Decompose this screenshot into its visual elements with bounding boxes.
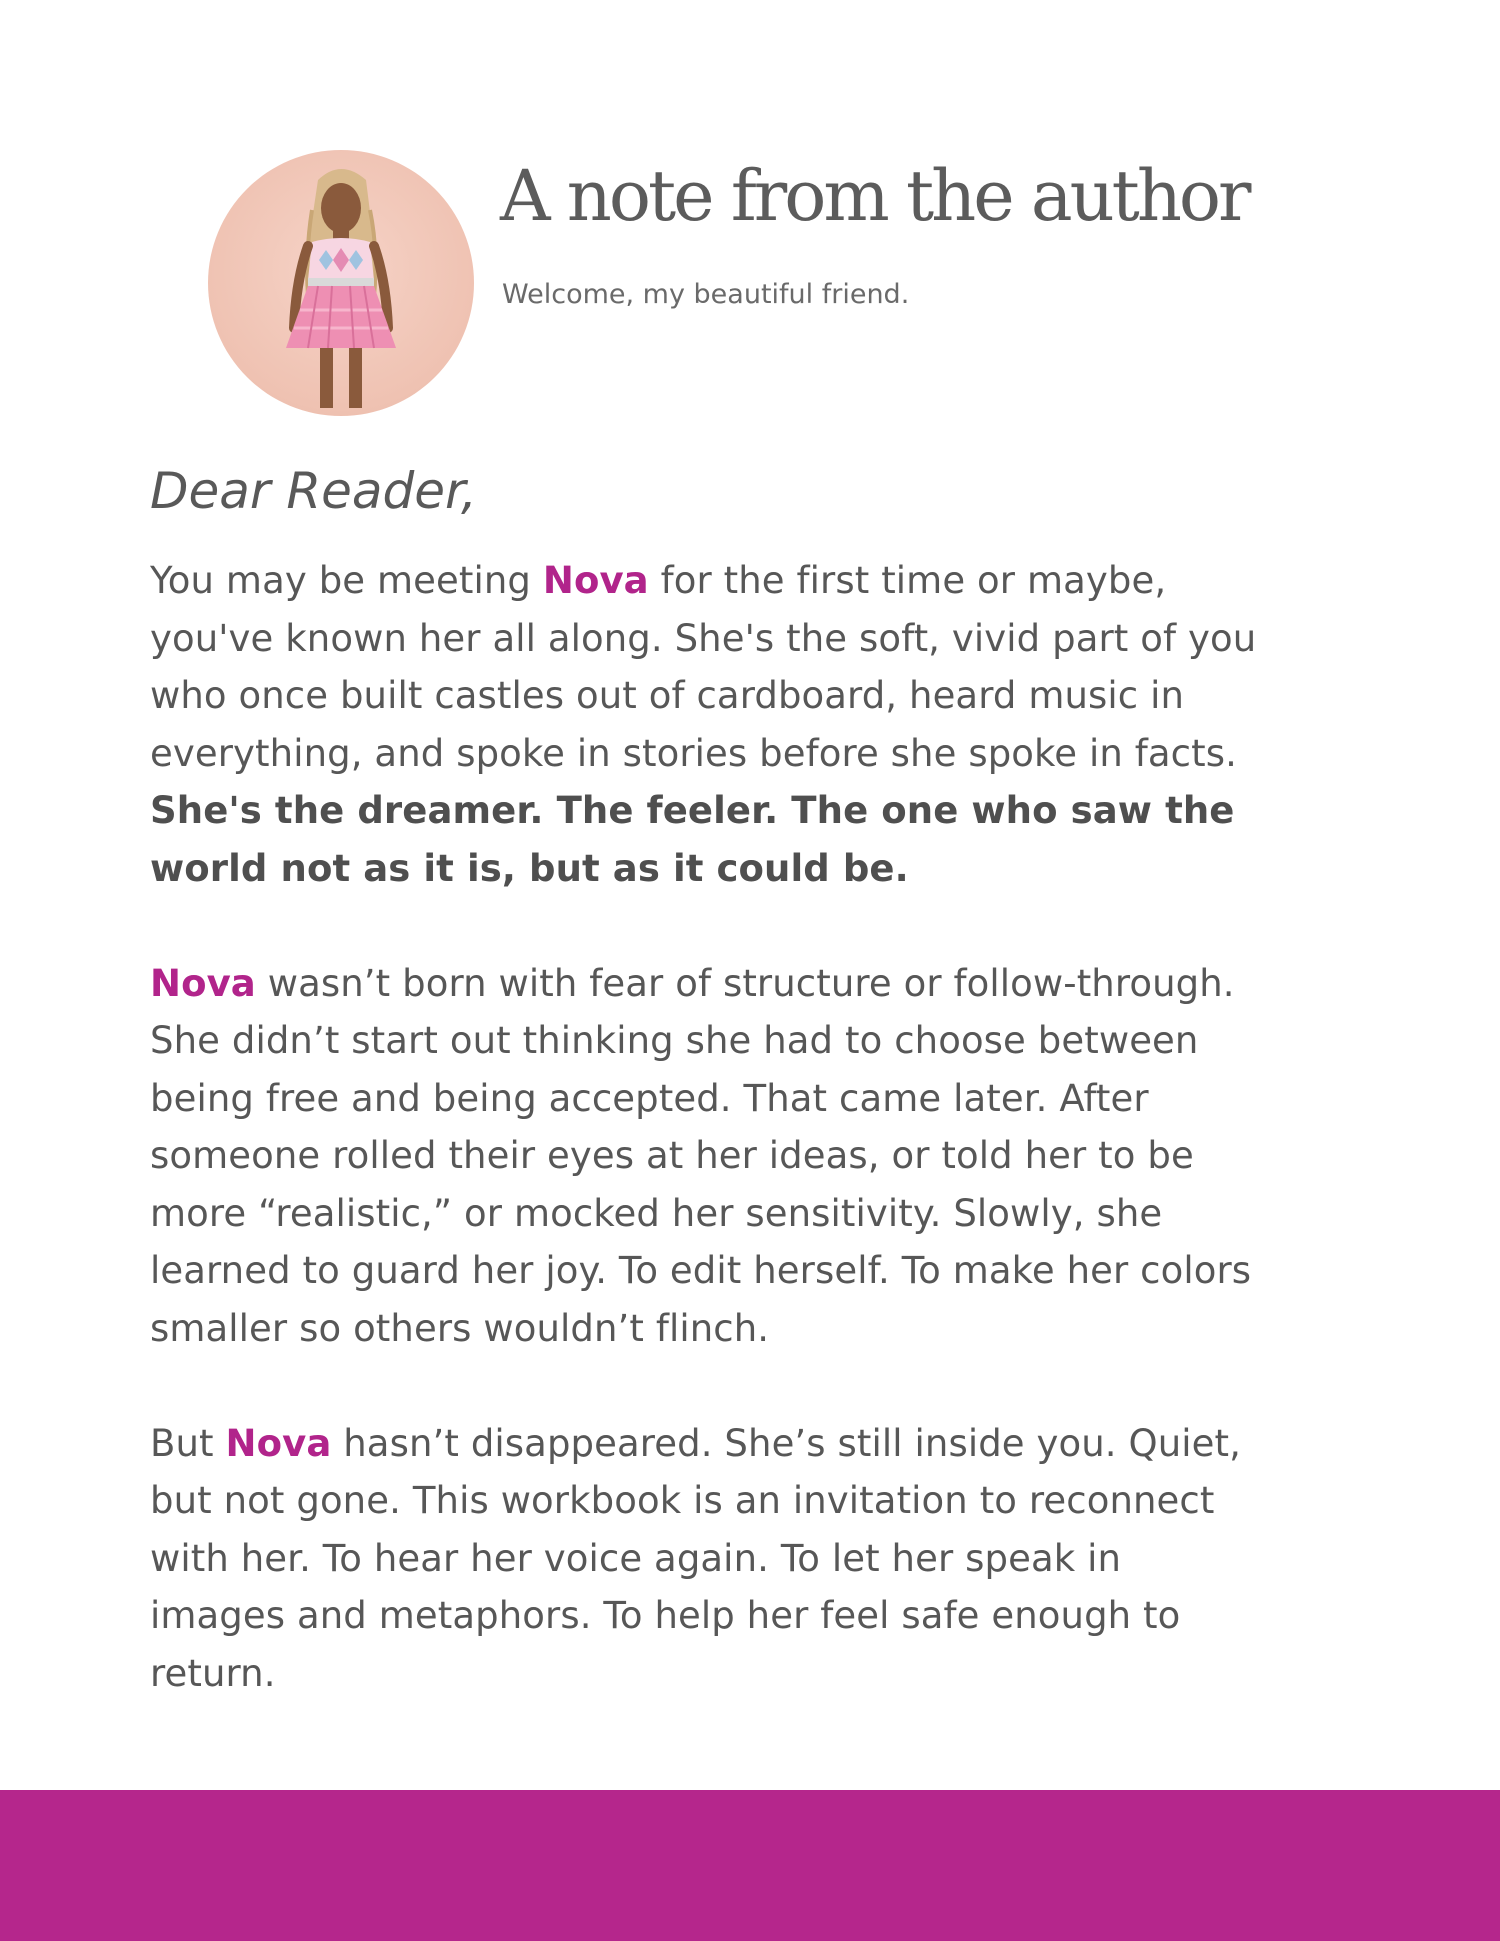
paragraph-line: return. bbox=[150, 1651, 276, 1695]
author-illustration bbox=[208, 150, 474, 416]
line-text: hasn’t disappeared. She’s still inside you. Quiet, bbox=[331, 1421, 1242, 1465]
paragraph-line: more “realistic,” or mocked her sensitivity. Slowly, she bbox=[150, 1191, 1163, 1235]
highlight-name: Nova bbox=[542, 559, 649, 602]
paragraph-line bbox=[150, 552, 1390, 610]
paragraph-3 bbox=[150, 1415, 1390, 1703]
paragraph-line bbox=[150, 955, 1390, 1013]
footer-band bbox=[0, 1790, 1500, 1941]
line-text: wasn’t born with fear of structure or follow-through. bbox=[255, 961, 1235, 1005]
paragraph-line: She didn’t start out thinking she had to choose between bbox=[150, 1019, 1199, 1062]
line-text: But bbox=[150, 1421, 226, 1465]
letter-salutation: Dear Reader, bbox=[150, 462, 477, 520]
paragraph-line: images and metaphors. To help her feel safe enough to bbox=[150, 1594, 1181, 1637]
line-text: for the first time or maybe, bbox=[648, 559, 1167, 602]
paragraph-line: but not gone. This workbook is an invitation to reconnect bbox=[150, 1479, 1215, 1522]
bold-statement-line: She's the dreamer. The feeler. The one who saw the bbox=[150, 789, 1235, 832]
paragraph-line: you've known her all along. She's the soft, vivid part of you bbox=[150, 616, 1257, 660]
paragraph-2 bbox=[150, 955, 1390, 1358]
line-text: You may be meeting bbox=[150, 559, 543, 602]
highlight-name: Nova bbox=[225, 1421, 332, 1465]
paragraph-line: someone rolled their eyes at her ideas, or told her to be bbox=[150, 1134, 1194, 1177]
paragraph-line: smaller so others wouldn’t flinch. bbox=[150, 1306, 770, 1350]
highlight-name: Nova bbox=[150, 961, 256, 1005]
paragraph-line: everything, and spoke in stories before she spoke in facts. bbox=[150, 731, 1237, 775]
paragraph-line: learned to guard her joy. To edit herself. To make her colors bbox=[150, 1249, 1252, 1292]
paragraph-1 bbox=[150, 552, 1390, 897]
paragraph-line bbox=[150, 1415, 1390, 1473]
author-portrait bbox=[208, 150, 474, 416]
paragraph-line: who once built castles out of cardboard, heard music in bbox=[150, 674, 1185, 717]
bold-statement-line: world not as it is, but as it could be. bbox=[150, 846, 909, 890]
paragraph-line: with her. To hear her voice again. To let her speak in bbox=[150, 1536, 1122, 1580]
page-subtitle: Welcome, my beautiful friend. bbox=[502, 279, 910, 310]
paragraph-line: being free and being accepted. That came later. After bbox=[150, 1076, 1149, 1120]
letter-body bbox=[150, 552, 1390, 1760]
page-title: A note from the author bbox=[500, 155, 1249, 237]
